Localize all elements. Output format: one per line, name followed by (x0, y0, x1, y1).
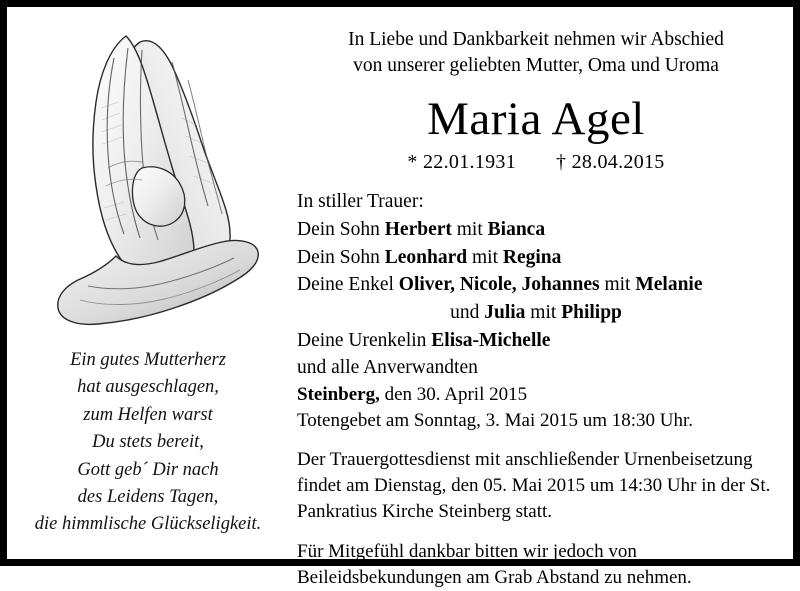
memorial-verse (13, 347, 283, 539)
verse-line: Du stets bereit, (92, 432, 204, 453)
mourner-name: Elisa-Michelle (431, 329, 551, 351)
intro-line: In Liebe und Dankbarkeit nehmen wir Abschied (348, 29, 724, 50)
mourner-text: Deine Enkel (297, 274, 399, 296)
verse-line: Ein gutes Mutterherz (70, 350, 226, 370)
mourner-name: Philipp (561, 302, 622, 324)
mourner-text: Dein Sohn (297, 246, 385, 268)
mourning-heading: In stiller Trauer: (297, 191, 424, 213)
mourner-line (297, 299, 775, 327)
place-date: den 30. April 2015 (379, 384, 528, 406)
mourner-text: und (450, 302, 485, 324)
mourner-line (297, 271, 775, 299)
notice-inner (7, 7, 793, 588)
mourner-name: Herbert (384, 219, 452, 240)
mourner-text: und alle Anverwandten (297, 357, 478, 379)
deceased-name: Maria Agel (427, 92, 645, 145)
right-column (289, 7, 793, 588)
verse-line: zum Helfen warst (83, 404, 213, 425)
mourner-name: Bianca (487, 219, 546, 240)
service-paragraph: Für Mitgefühl dankbar bitten wir jedoch von Beileidsbekundungen am Grab Abstand zu nehmen. (297, 540, 692, 588)
place-name: Steinberg, (297, 384, 380, 406)
death-date: † 28.04.2015 (556, 151, 665, 174)
mourner-line (297, 216, 775, 244)
service-paragraph: Der Trauergottesdienst mit anschließender Urnenbeisetzung findet am Dienstag, den 05. Mai 2015 um 14:30 Uhr in der St. Pankratius Kirche Steinberg statt. (297, 448, 771, 523)
praying-hands-icon (22, 17, 274, 337)
mourner-text: mit (599, 274, 636, 296)
mourner-name: Oliver, Nicole, Johannes (398, 274, 600, 296)
mourner-line (297, 327, 775, 355)
mourner-text: Deine Urenkelin (297, 329, 432, 351)
birth-date: * 22.01.1931 (407, 151, 516, 174)
intro-text (297, 27, 775, 80)
intro-line: von unserer geliebten Mutter, Oma und Uroma (353, 55, 719, 77)
verse-line: des Leidens Tagen, (77, 486, 219, 507)
service-paragraph: Totengebet am Sonntag, 3. Mai 2015 um 18:30 Uhr. (297, 409, 694, 431)
mourner-name: Regina (502, 246, 562, 268)
mourner-name: Melanie (635, 274, 703, 296)
mourner-text: mit (451, 219, 488, 240)
mourner-line (297, 244, 775, 272)
mourner-text: mit (525, 302, 562, 324)
mourner-name: Julia (484, 302, 526, 324)
mourner-name: Leonhard (384, 246, 468, 268)
left-column (7, 7, 289, 559)
mourner-line (297, 354, 775, 382)
mourners-block (297, 188, 775, 382)
verse-line: Gott geb´ Dir nach (77, 459, 219, 480)
mourner-text: Dein Sohn (297, 219, 385, 240)
place-and-date (297, 382, 775, 408)
verse-line: die himmlische Glückseligkeit. (34, 514, 262, 535)
life-dates (297, 151, 775, 174)
verse-line: hat ausgeschlagen, (77, 377, 219, 398)
mourner-text: mit (467, 246, 503, 268)
